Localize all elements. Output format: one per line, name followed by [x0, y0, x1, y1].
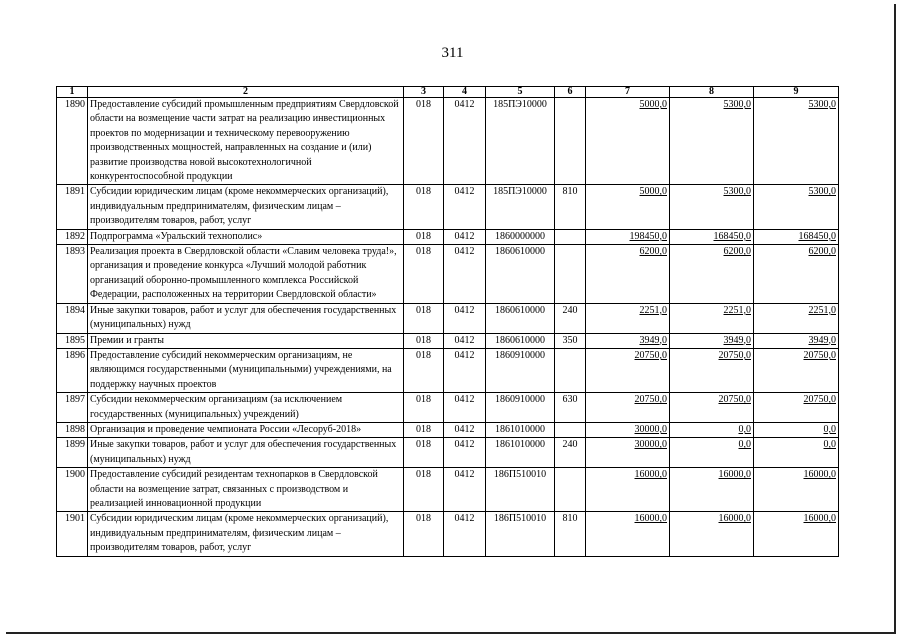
row-name-cell: Субсидии юридическим лицам (кроме некоммерческих организаций), индивидуальным предпринимателям, физическим лицам – производителям товаров, работ, услуг — [88, 512, 404, 556]
table-row — [57, 422, 839, 437]
table-row — [57, 333, 839, 348]
row-name-cell: Предоставление субсидий резидентам технопарков в Свердловской области на возмещение затрат, связанных с производством и реализацией инновационной продукции — [88, 468, 404, 512]
expense-type-cell — [555, 348, 586, 392]
amount-value: 16000,0 — [634, 513, 667, 525]
column-header: 4 — [444, 87, 486, 98]
row-number-cell: 1891 — [57, 185, 88, 229]
amount-cell — [670, 303, 754, 333]
amount-value: 6200,0 — [639, 246, 667, 258]
amount-value: 16000,0 — [718, 469, 751, 481]
amount-cell — [670, 333, 754, 348]
section-code-cell: 0412 — [444, 229, 486, 244]
table-row — [57, 98, 839, 185]
amount-value: 2251,0 — [723, 304, 751, 316]
row-name-cell: Субсидии некоммерческим организациям (за исключением государственных (муниципальных) учреждений) — [88, 393, 404, 423]
ministry-code-cell: 018 — [404, 98, 444, 185]
row-name-cell: Премии и гранты — [88, 333, 404, 348]
amount-value: 5300,0 — [723, 186, 751, 198]
amount-value: 0,0 — [823, 439, 836, 451]
amount-cell — [670, 468, 754, 512]
amount-cell — [754, 438, 839, 468]
expense-type-cell: 240 — [555, 303, 586, 333]
amount-value: 6200,0 — [723, 246, 751, 258]
amount-cell — [754, 348, 839, 392]
column-header: 1 — [57, 87, 88, 98]
amount-cell — [586, 422, 670, 437]
amount-cell — [586, 512, 670, 556]
amount-value: 0,0 — [738, 423, 751, 435]
row-number-cell: 1896 — [57, 348, 88, 392]
row-name-cell: Иные закупки товаров, работ и услуг для обеспечения государственных (муниципальных) нужд — [88, 303, 404, 333]
amount-value: 20750,0 — [718, 349, 751, 361]
section-code-cell: 0412 — [444, 333, 486, 348]
amount-value: 5000,0 — [639, 186, 667, 198]
amount-value: 168450,0 — [713, 230, 751, 242]
amount-value: 198450,0 — [629, 230, 667, 242]
amount-value: 6200,0 — [808, 246, 836, 258]
amount-value: 20750,0 — [803, 394, 836, 406]
section-code-cell: 0412 — [444, 393, 486, 423]
amount-value: 168450,0 — [798, 230, 836, 242]
target-article-cell: 1860610000 — [486, 245, 555, 304]
amount-cell — [670, 512, 754, 556]
amount-cell — [670, 393, 754, 423]
target-article-cell: 1860910000 — [486, 348, 555, 392]
table-row — [57, 393, 839, 423]
amount-value: 3949,0 — [808, 334, 836, 346]
row-name-cell: Субсидии юридическим лицам (кроме некоммерческих организаций), индивидуальным предпринимателям, физическим лицам – производителям товаров, работ, услуг — [88, 185, 404, 229]
section-code-cell: 0412 — [444, 348, 486, 392]
column-number-row — [57, 87, 839, 98]
amount-value: 16000,0 — [803, 469, 836, 481]
expense-type-cell — [555, 468, 586, 512]
target-article-cell: 1860610000 — [486, 303, 555, 333]
amount-value: 16000,0 — [803, 513, 836, 525]
section-code-cell: 0412 — [444, 512, 486, 556]
column-header: 5 — [486, 87, 555, 98]
row-number-cell: 1894 — [57, 303, 88, 333]
amount-value: 5300,0 — [808, 99, 836, 110]
amount-cell — [670, 422, 754, 437]
table-row — [57, 512, 839, 556]
section-code-cell: 0412 — [444, 468, 486, 512]
amount-cell — [586, 393, 670, 423]
expense-type-cell — [555, 422, 586, 437]
row-name-cell: Предоставление субсидий некоммерческим организациям, не являющимся государственными (муниципальными) учреждениями, на поддержку научных проектов — [88, 348, 404, 392]
expense-type-cell: 810 — [555, 185, 586, 229]
amount-cell — [754, 393, 839, 423]
amount-cell — [586, 333, 670, 348]
target-article-cell: 185ПЭ10000 — [486, 98, 555, 185]
amount-value: 20750,0 — [718, 394, 751, 406]
amount-cell — [586, 303, 670, 333]
amount-cell — [586, 229, 670, 244]
table-row — [57, 185, 839, 229]
row-name-cell: Иные закупки товаров, работ и услуг для обеспечения государственных (муниципальных) нужд — [88, 438, 404, 468]
target-article-cell: 1860910000 — [486, 393, 555, 423]
amount-cell — [754, 333, 839, 348]
amount-value: 30000,0 — [634, 423, 667, 435]
section-code-cell: 0412 — [444, 98, 486, 185]
column-header: 2 — [88, 87, 404, 98]
target-article-cell: 186П510010 — [486, 468, 555, 512]
row-number-cell: 1897 — [57, 393, 88, 423]
amount-value: 20750,0 — [634, 394, 667, 406]
table-row — [57, 348, 839, 392]
column-header: 9 — [754, 87, 839, 98]
target-article-cell: 1861010000 — [486, 422, 555, 437]
expense-type-cell: 630 — [555, 393, 586, 423]
amount-cell — [754, 468, 839, 512]
target-article-cell: 1860610000 — [486, 333, 555, 348]
amount-cell — [670, 348, 754, 392]
expense-type-cell — [555, 245, 586, 304]
amount-value: 0,0 — [823, 423, 836, 435]
amount-value: 20750,0 — [634, 349, 667, 361]
expense-type-cell — [555, 98, 586, 185]
row-number-cell: 1892 — [57, 229, 88, 244]
amount-cell — [586, 468, 670, 512]
section-code-cell: 0412 — [444, 303, 486, 333]
amount-cell — [754, 185, 839, 229]
amount-cell — [670, 98, 754, 185]
amount-cell — [754, 98, 839, 185]
amount-cell — [754, 245, 839, 304]
column-header: 6 — [555, 87, 586, 98]
section-code-cell: 0412 — [444, 438, 486, 468]
amount-cell — [586, 185, 670, 229]
table-row — [57, 229, 839, 244]
row-number-cell: 1895 — [57, 333, 88, 348]
table-row — [57, 468, 839, 512]
amount-value: 16000,0 — [718, 513, 751, 525]
expense-type-cell: 240 — [555, 438, 586, 468]
target-article-cell: 1861010000 — [486, 438, 555, 468]
ministry-code-cell: 018 — [404, 303, 444, 333]
amount-cell — [586, 98, 670, 185]
amount-cell — [670, 245, 754, 304]
amount-value: 2251,0 — [808, 304, 836, 316]
row-number-cell: 1900 — [57, 468, 88, 512]
row-name-cell: Реализация проекта в Свердловской области «Славим человека труда!», организация и проведение конкурса «Лучший молодой работник организаций оборонно-промышленного комплекса Российской Федерации, расположенных на территории Свердловской области» — [88, 245, 404, 304]
amount-cell — [754, 303, 839, 333]
amount-value: 0,0 — [738, 439, 751, 451]
target-article-cell: 1860000000 — [486, 229, 555, 244]
section-code-cell: 0412 — [444, 422, 486, 437]
amount-value: 5000,0 — [639, 99, 667, 110]
ministry-code-cell: 018 — [404, 393, 444, 423]
row-number-cell: 1890 — [57, 98, 88, 185]
target-article-cell: 185ПЭ10000 — [486, 185, 555, 229]
column-header: 3 — [404, 87, 444, 98]
amount-cell — [754, 229, 839, 244]
amount-cell — [670, 229, 754, 244]
row-number-cell: 1898 — [57, 422, 88, 437]
amount-value: 3949,0 — [639, 334, 667, 346]
row-name-cell: Организация и проведение чемпионата России «Лесоруб-2018» — [88, 422, 404, 437]
row-number-cell: 1893 — [57, 245, 88, 304]
ministry-code-cell: 018 — [404, 245, 444, 304]
ministry-code-cell: 018 — [404, 185, 444, 229]
row-name-cell: Подпрограмма «Уральский технополис» — [88, 229, 404, 244]
amount-value: 2251,0 — [639, 304, 667, 316]
table-row — [57, 438, 839, 468]
amount-cell — [754, 512, 839, 556]
table-body — [57, 98, 839, 557]
row-name-cell: Предоставление субсидий промышленным предприятиям Свердловской области на возмещение части затрат на реализацию инвестиционных проектов по модернизации и техническому перевооружению производственных мощностей, направленных на создание и (или) развитие производства новой высокотехнологичной конкурентоспособной продукции — [88, 98, 404, 185]
amount-cell — [670, 438, 754, 468]
ministry-code-cell: 018 — [404, 468, 444, 512]
amount-cell — [586, 245, 670, 304]
ministry-code-cell: 018 — [404, 333, 444, 348]
section-code-cell: 0412 — [444, 245, 486, 304]
ministry-code-cell: 018 — [404, 348, 444, 392]
amount-value: 30000,0 — [634, 439, 667, 451]
table-row — [57, 245, 839, 304]
target-article-cell: 186П510010 — [486, 512, 555, 556]
amount-cell — [586, 438, 670, 468]
expense-type-cell: 810 — [555, 512, 586, 556]
amount-value: 5300,0 — [723, 99, 751, 110]
ministry-code-cell: 018 — [404, 229, 444, 244]
expense-type-cell — [555, 229, 586, 244]
page-number: 311 — [441, 45, 464, 61]
amount-value: 20750,0 — [803, 349, 836, 361]
ministry-code-cell: 018 — [404, 422, 444, 437]
amount-value: 16000,0 — [634, 469, 667, 481]
column-header: 8 — [670, 87, 754, 98]
ministry-code-cell: 018 — [404, 438, 444, 468]
table-row — [57, 303, 839, 333]
expense-type-cell: 350 — [555, 333, 586, 348]
section-code-cell: 0412 — [444, 185, 486, 229]
ministry-code-cell: 018 — [404, 512, 444, 556]
column-header: 7 — [586, 87, 670, 98]
amount-cell — [586, 348, 670, 392]
amount-cell — [670, 185, 754, 229]
amount-value: 5300,0 — [808, 186, 836, 198]
row-number-cell: 1901 — [57, 512, 88, 556]
amount-value: 3949,0 — [723, 334, 751, 346]
amount-cell — [754, 422, 839, 437]
budget-table — [56, 86, 839, 557]
row-number-cell: 1899 — [57, 438, 88, 468]
